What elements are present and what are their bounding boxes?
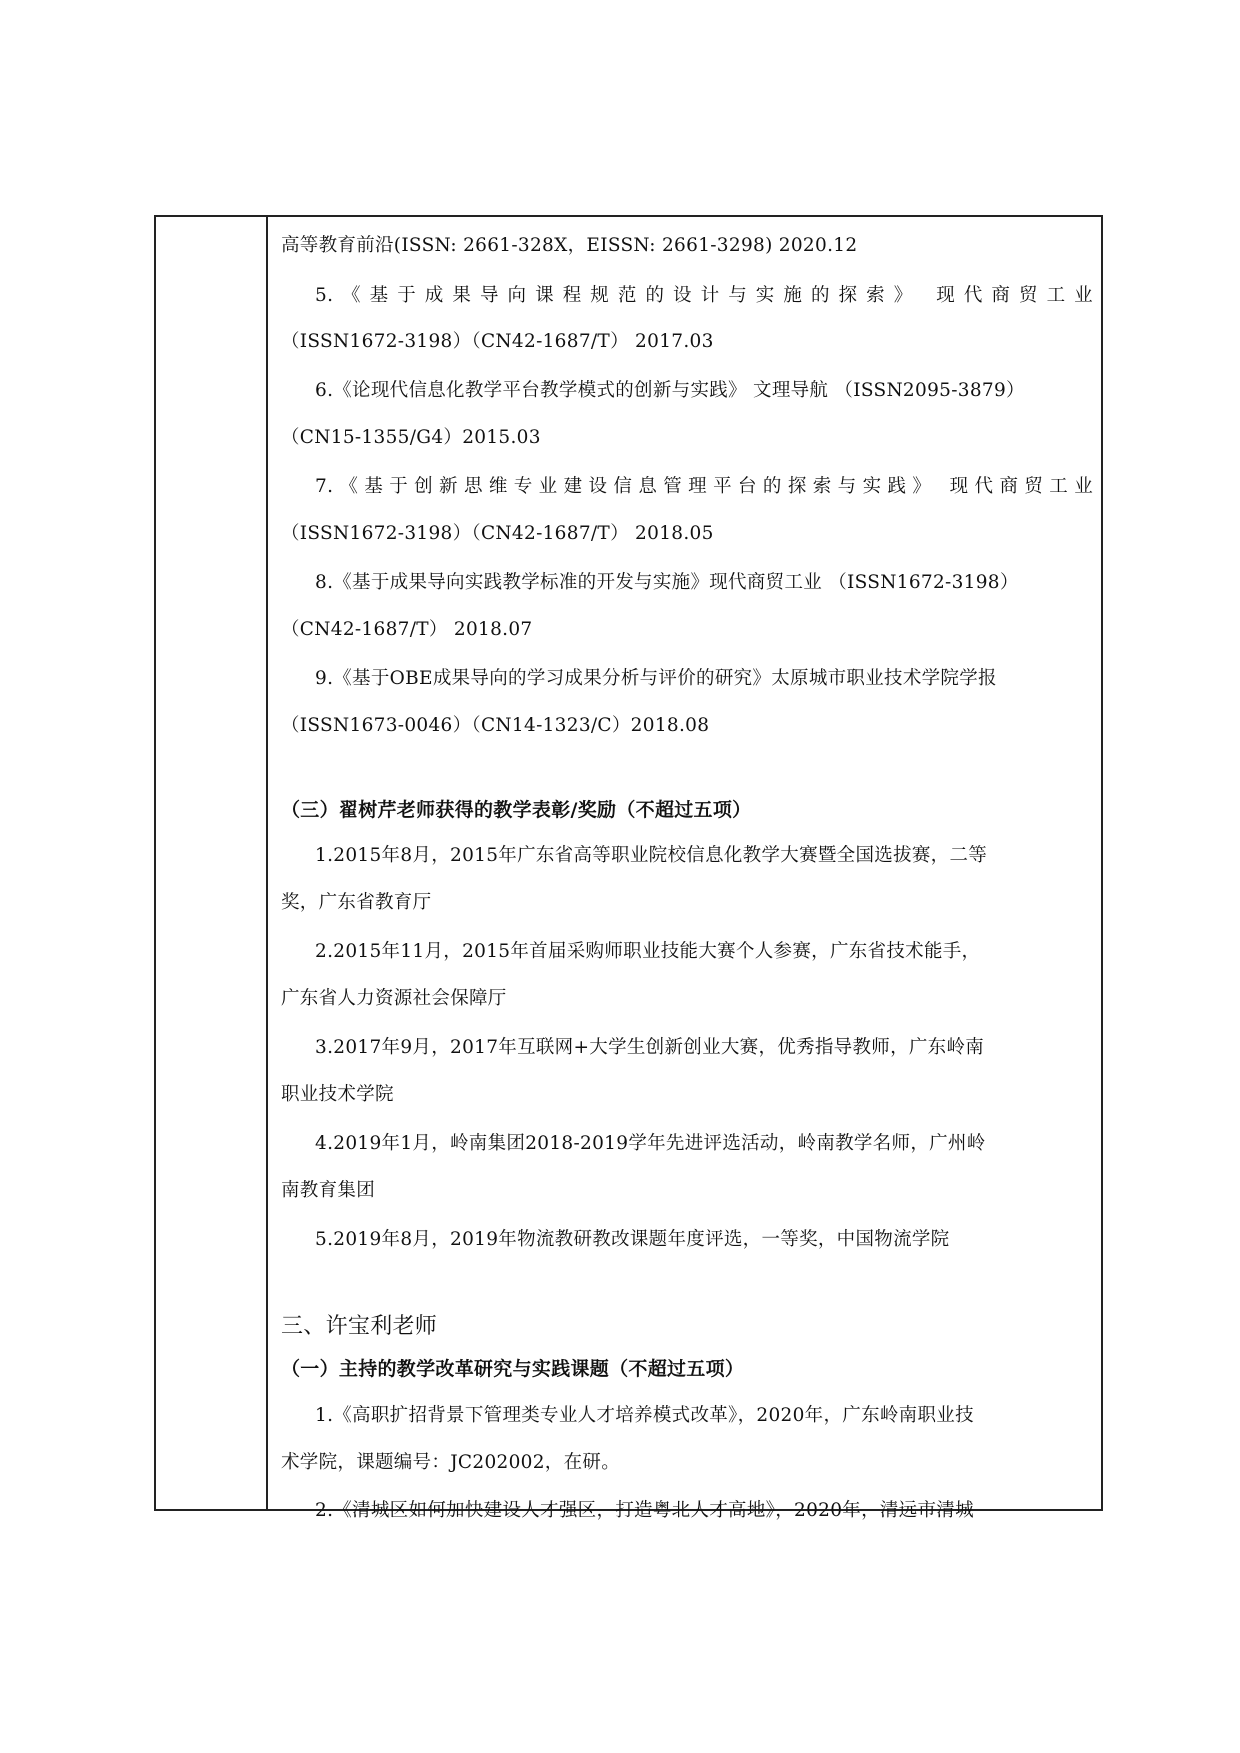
- text-line: （ISSN1672-3198）（CN42-1687/T） 2018.05: [281, 523, 714, 544]
- text-line: 6.《论现代信息化教学平台教学模式的创新与实践》 文理导航 （ISSN2095-3879）: [315, 380, 1025, 401]
- text-line: 高等教育前沿(ISSN: 2661-328X，EISSN: 2661-3298) 2020.12: [281, 235, 858, 256]
- text-line: 2.2015年11月，2015年首届采购师职业技能大赛个人参赛，广东省技术能手，: [315, 941, 981, 962]
- text-line: 7.《基于创新思维专业建设信息管理平台的探索与实践》 现代商贸工业: [315, 476, 1093, 497]
- document-table: [154, 215, 1103, 1521]
- text-line: 奖，广东省教育厅: [281, 892, 432, 913]
- text-line: 5.《基于成果导向课程规范的设计与实施的探索》 现代商贸工业: [315, 285, 1093, 306]
- text-line: 职业技术学院: [281, 1084, 394, 1105]
- text-line: 南教育集团: [281, 1180, 376, 1201]
- text-line: 9.《基于OBE成果导向的学习成果分析与评价的研究》太原城市职业技术学院学报: [315, 668, 997, 689]
- text-line: （CN15-1355/G4）2015.03: [281, 427, 541, 448]
- text-line: 1.2015年8月，2015年广东省高等职业院校信息化教学大赛暨全国选拔赛，二等: [315, 845, 988, 866]
- text-line: 8.《基于成果导向实践教学标准的开发与实施》现代商贸工业 （ISSN1672-3198）: [315, 572, 1019, 593]
- section-heading: （一）主持的教学改革研究与实践课题（不超过五项）: [281, 1358, 745, 1380]
- text-line: （ISSN1672-3198）（CN42-1687/T） 2017.03: [281, 331, 714, 352]
- text-line: （CN42-1687/T） 2018.07: [281, 619, 533, 640]
- text-line: 3.2017年9月，2017年互联网+大学生创新创业大赛，优秀指导教师，广东岭南: [315, 1037, 985, 1058]
- text-line: 术学院，课题编号：JC202002，在研。: [281, 1452, 620, 1473]
- section-title: 三、许宝利老师: [281, 1314, 438, 1339]
- table-left-column: [156, 217, 268, 1509]
- text-line: 广东省人力资源社会保障厅: [281, 988, 507, 1009]
- section-heading: （三）翟树芹老师获得的教学表彰/奖励（不超过五项）: [281, 799, 752, 821]
- text-line: （ISSN1673-0046）（CN14-1323/C）2018.08: [281, 715, 710, 736]
- text-line: 5.2019年8月，2019年物流教研教改课题年度评选，一等奖，中国物流学院: [315, 1229, 950, 1250]
- text-line: 2.《清城区如何加快建设人才强区，打造粤北人才高地》，2020年，清远市清城: [315, 1500, 974, 1521]
- text-line: 4.2019年1月，岭南集团2018-2019学年先进评选活动，岭南教学名师，广州岭: [315, 1133, 986, 1154]
- text-line: 1.《高职扩招背景下管理类专业人才培养模式改革》，2020年，广东岭南职业技: [315, 1405, 974, 1426]
